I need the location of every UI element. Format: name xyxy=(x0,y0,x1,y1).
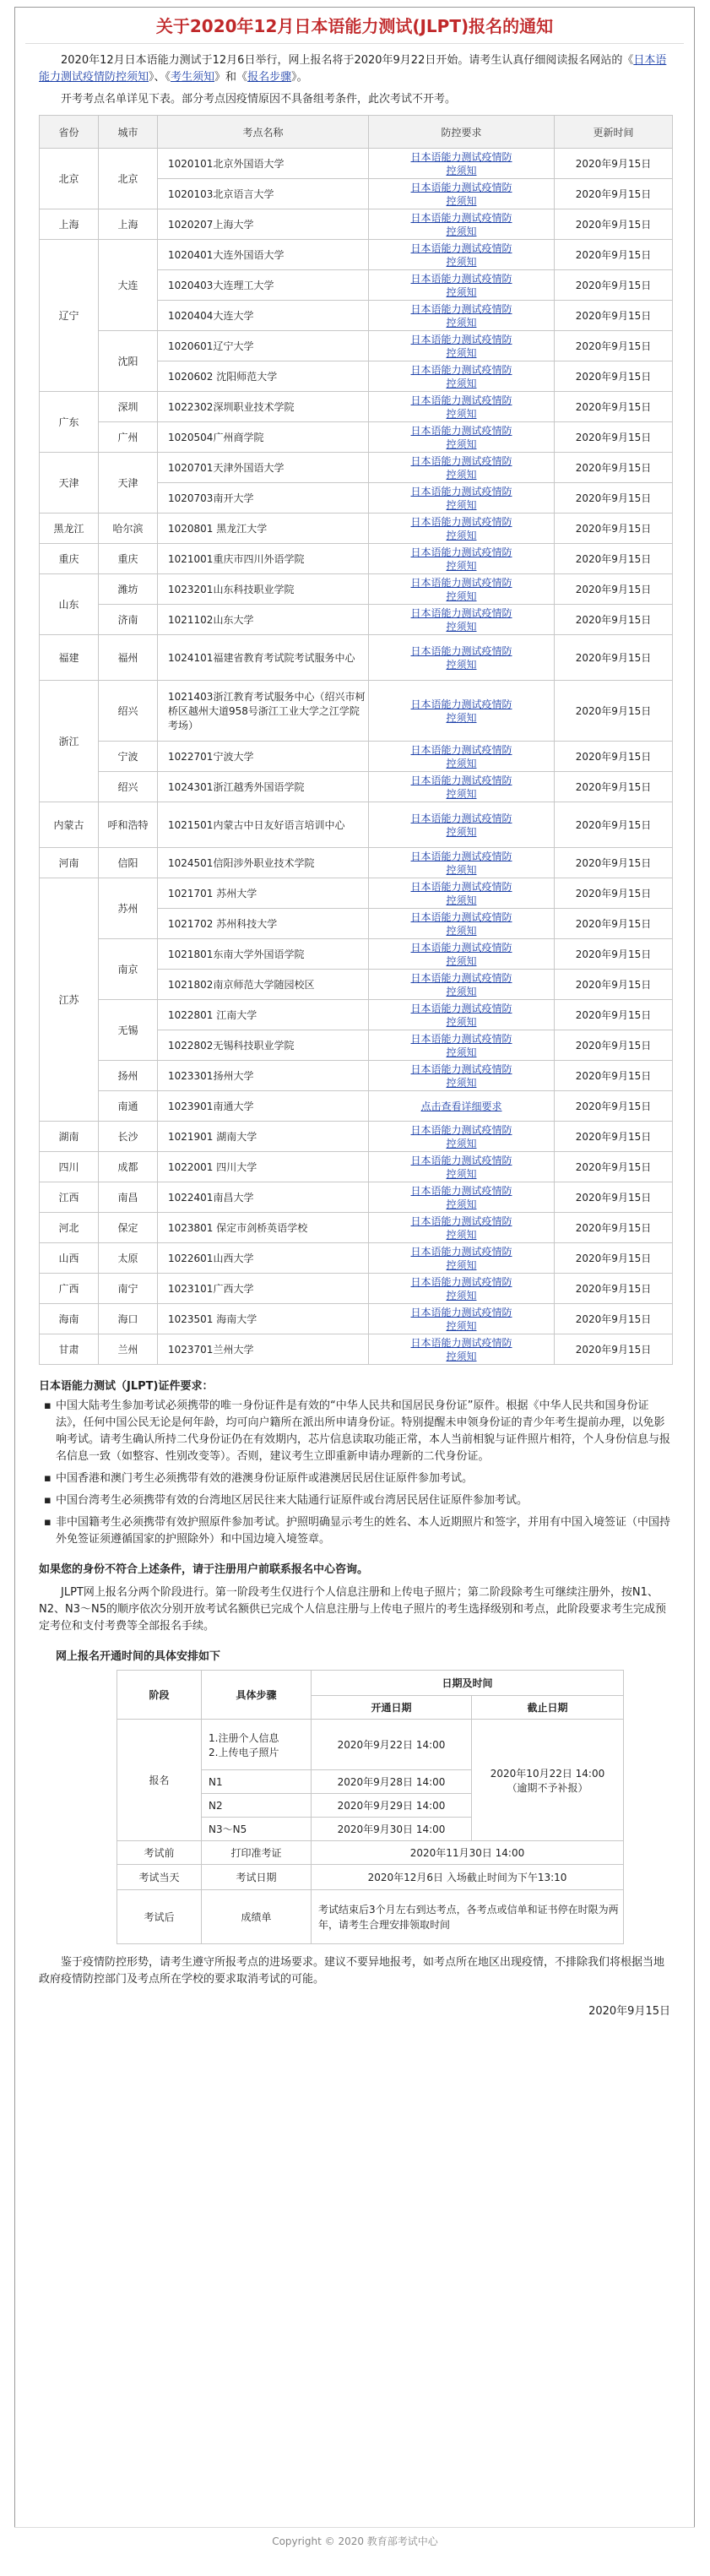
table-row xyxy=(40,331,673,361)
cell-province: 山西 xyxy=(40,1243,99,1274)
cell-requirement xyxy=(369,1274,555,1304)
cell-site: 1020504广州商学院 xyxy=(158,422,369,453)
requirement-link[interactable]: 日本语能力测试疫情防控须知 xyxy=(410,812,512,838)
step-score-report: 成绩单 xyxy=(202,1890,312,1944)
schedule-header-row xyxy=(117,1671,624,1696)
cell-city: 大连 xyxy=(99,240,158,331)
cell-province: 重庆 xyxy=(40,544,99,574)
requirement-link[interactable]: 日本语能力测试疫情防控须知 xyxy=(410,606,512,633)
cell-updated: 2020年9月15日 xyxy=(555,361,673,392)
step-n1: N1 xyxy=(202,1770,312,1794)
cell-city: 重庆 xyxy=(99,544,158,574)
header-updated: 更新时间 xyxy=(555,116,673,149)
cell-updated: 2020年9月15日 xyxy=(555,1334,673,1365)
footer-divider xyxy=(14,2527,695,2528)
cell-requirement xyxy=(369,605,555,635)
table-row xyxy=(40,878,673,909)
cell-updated: 2020年9月15日 xyxy=(555,970,673,1000)
table-row xyxy=(40,848,673,878)
table-row xyxy=(40,605,673,635)
cell-updated: 2020年9月15日 xyxy=(555,848,673,878)
open-date: 2020年9月28日 14:00 xyxy=(312,1770,472,1794)
cell-requirement xyxy=(369,483,555,514)
cell-requirement xyxy=(369,1182,555,1213)
cell-city: 北京 xyxy=(99,149,158,209)
table-header-row xyxy=(40,116,673,149)
cell-updated: 2020年9月15日 xyxy=(555,1030,673,1061)
cell-city: 沈阳 xyxy=(99,331,158,392)
intro-paragraph-2: 开考考点名单详见下表。部分考点因疫情原因不具备组考条件，此次考试不开考。 xyxy=(61,93,457,106)
id-bullet: ▪ 中国香港和澳门考生必须携带有效的港澳身份证原件或港澳居民居住证原件参加考试。 xyxy=(56,1470,670,1487)
cell-city: 广州 xyxy=(99,422,158,453)
cell-site: 1020801 黑龙江大学 xyxy=(158,514,369,544)
requirement-link[interactable]: 日本语能力测试疫情防控须知 xyxy=(410,850,512,876)
header-province: 省份 xyxy=(40,116,99,149)
cell-site: 1022601山西大学 xyxy=(158,1243,369,1274)
requirement-link[interactable]: 日本语能力测试疫情防控须知 xyxy=(410,698,512,724)
cell-city: 呼和浩特 xyxy=(99,802,158,848)
table-row xyxy=(40,681,673,742)
col-datetime: 日期及时间 xyxy=(312,1671,624,1696)
cell-site: 1022302深圳职业技术学院 xyxy=(158,392,369,422)
requirement-link[interactable]: 日本语能力测试疫情防控须知 xyxy=(410,576,512,602)
cell-city: 成都 xyxy=(99,1152,158,1182)
table-row xyxy=(40,1213,673,1243)
requirement-link[interactable]: 日本语能力测试疫情防控须知 xyxy=(410,454,512,481)
cell-requirement xyxy=(369,1091,555,1122)
requirement-link[interactable]: 日本语能力测试疫情防控须知 xyxy=(410,1306,512,1332)
cell-updated: 2020年9月15日 xyxy=(555,422,673,453)
header-site: 考点名称 xyxy=(158,116,369,149)
table-row xyxy=(40,1243,673,1274)
table-body xyxy=(40,149,673,1365)
footer-copyright: Copyright © 2020 教育部考试中心 xyxy=(272,2535,438,2547)
requirement-link[interactable]: 日本语能力测试疫情防控须知 xyxy=(410,971,512,997)
title-divider xyxy=(25,43,684,44)
cell-updated: 2020年9月15日 xyxy=(555,301,673,331)
link-candidate-notice[interactable]: 考生须知 xyxy=(171,71,215,84)
cell-city: 上海 xyxy=(99,209,158,240)
cell-requirement xyxy=(369,514,555,544)
cell-site: 1023901南通大学 xyxy=(158,1091,369,1122)
intro-sep-1: 》、《 xyxy=(149,71,171,84)
table-row xyxy=(40,240,673,270)
cell-site: 1021801东南大学外国语学院 xyxy=(158,939,369,970)
requirement-link[interactable]: 日本语能力测试疫情防控须知 xyxy=(410,150,512,177)
cell-city: 南京 xyxy=(99,939,158,1000)
cell-city: 潍坊 xyxy=(99,574,158,605)
table-row xyxy=(40,802,673,848)
cell-city: 南昌 xyxy=(99,1182,158,1213)
cell-updated: 2020年9月15日 xyxy=(555,483,673,514)
cell-requirement xyxy=(369,301,555,331)
col-steps: 具体步骤 xyxy=(202,1671,312,1720)
cell-site: 1021702 苏州科技大学 xyxy=(158,909,369,939)
close-date: 2020年10月22日 14:00 （逾期不予补报） xyxy=(472,1720,624,1841)
link-registration-steps[interactable]: 报名步骤 xyxy=(247,71,292,84)
cell-site: 1023201山东科技职业学院 xyxy=(158,574,369,605)
intro xyxy=(39,52,670,108)
cell-requirement xyxy=(369,361,555,392)
col-stage: 阶段 xyxy=(117,1671,202,1720)
requirement-link[interactable]: 日本语能力测试疫情防控须知 xyxy=(410,1184,512,1210)
requirement-link[interactable]: 日本语能力测试疫情防控须知 xyxy=(410,1002,512,1028)
cell-updated: 2020年9月15日 xyxy=(555,544,673,574)
cell-requirement xyxy=(369,1152,555,1182)
cell-updated: 2020年9月15日 xyxy=(555,1274,673,1304)
table-row xyxy=(40,514,673,544)
cell-updated: 2020年9月15日 xyxy=(555,1304,673,1334)
table-row xyxy=(40,1304,673,1334)
col-close: 截止日期 xyxy=(472,1696,624,1720)
cell-requirement xyxy=(369,802,555,848)
requirement-link[interactable]: 日本语能力测试疫情防控须知 xyxy=(410,515,512,541)
cell-updated: 2020年9月15日 xyxy=(555,909,673,939)
cell-site: 1020602 沈阳师范大学 xyxy=(158,361,369,392)
table-row xyxy=(40,635,673,681)
cell-city: 信阳 xyxy=(99,848,158,878)
id-bullet: ▪ 中国台湾考生必须携带有效的台湾地区居民往来大陆通行证原件或台湾居民居住证原件参加考试。 xyxy=(56,1492,670,1509)
table-row xyxy=(40,1152,673,1182)
cell-requirement xyxy=(369,1000,555,1030)
cell-city: 无锡 xyxy=(99,1000,158,1061)
cell-requirement xyxy=(369,179,555,209)
cell-city: 宁波 xyxy=(99,742,158,772)
cell-province: 河北 xyxy=(40,1213,99,1243)
cell-updated: 2020年9月15日 xyxy=(555,742,673,772)
cell-requirement xyxy=(369,635,555,681)
cell-requirement xyxy=(369,1122,555,1152)
requirement-link[interactable]: 日本语能力测试疫情防控须知 xyxy=(410,1032,512,1058)
cell-site: 1021102山东大学 xyxy=(158,605,369,635)
cell-site: 1020703南开大学 xyxy=(158,483,369,514)
cell-requirement xyxy=(369,772,555,802)
cell-updated: 2020年9月15日 xyxy=(555,1243,673,1274)
requirement-link[interactable]: 日本语能力测试疫情防控须知 xyxy=(410,546,512,572)
cell-updated: 2020年9月15日 xyxy=(555,1000,673,1030)
cell-requirement xyxy=(369,970,555,1000)
cell-site: 1022801 江南大学 xyxy=(158,1000,369,1030)
cell-province: 福建 xyxy=(40,635,99,681)
cell-site: 1020101北京外国语大学 xyxy=(158,149,369,179)
cell-province: 广西 xyxy=(40,1274,99,1304)
cell-province: 黑龙江 xyxy=(40,514,99,544)
cell-site: 1022001 四川大学 xyxy=(158,1152,369,1182)
cell-city: 长沙 xyxy=(99,1122,158,1152)
cell-province: 甘肃 xyxy=(40,1334,99,1365)
requirement-link[interactable]: 日本语能力测试疫情防控须知 xyxy=(410,363,512,389)
step-register: 1.注册个人信息 2.上传电子照片 xyxy=(202,1720,312,1770)
cell-site: 1020401大连外国语大学 xyxy=(158,240,369,270)
cell-updated: 2020年9月15日 xyxy=(555,179,673,209)
requirement-link[interactable]: 日本语能力测试疫情防控须知 xyxy=(410,272,512,298)
intro-sep-2: 》和《 xyxy=(214,71,248,84)
cell-updated: 2020年9月15日 xyxy=(555,1152,673,1182)
cell-updated: 2020年9月15日 xyxy=(555,240,673,270)
cell-site: 1022701宁波大学 xyxy=(158,742,369,772)
cell-province: 北京 xyxy=(40,149,99,209)
cell-updated: 2020年9月15日 xyxy=(555,392,673,422)
exam-sites-table xyxy=(39,115,673,1365)
cell-updated: 2020年9月15日 xyxy=(555,331,673,361)
cell-site: 1021701 苏州大学 xyxy=(158,878,369,909)
cell-updated: 2020年9月15日 xyxy=(555,514,673,544)
registration-stages-text: JLPT网上报名分两个阶段进行。第一阶段考生仅进行个人信息注册和上传电子照片；第二阶段除考生可继续注册外，按N1、N2、N3～N5的顺序依次分别开放考试名额供已完成个人信息注册与上传电子照片的考生选择级别和考点，此阶段要求考生完成预定考位和支付考费等全部报名手续。 xyxy=(39,1586,666,1633)
cell-updated: 2020年9月15日 xyxy=(555,1122,673,1152)
cell-updated: 2020年9月15日 xyxy=(555,1061,673,1091)
cell-requirement xyxy=(369,909,555,939)
cell-updated: 2020年9月15日 xyxy=(555,878,673,909)
cell-updated: 2020年9月15日 xyxy=(555,772,673,802)
cell-city: 哈尔滨 xyxy=(99,514,158,544)
closing-paragraph: 鉴于疫情防控形势，请考生遵守所报考点的进场要求。建议不要异地报考，如考点所在地区出现疫情，不排除我们将根据当地政府疫情防控部门及考点所在学校的要求取消考试的可能。 xyxy=(39,1956,665,1986)
requirement-link[interactable]: 日本语能力测试疫情防控须知 xyxy=(410,910,512,937)
cell-updated: 2020年9月15日 xyxy=(555,802,673,848)
requirement-link[interactable]: 日本语能力测试疫情防控须知 xyxy=(410,774,512,800)
cell-requirement xyxy=(369,1030,555,1061)
cell-province: 内蒙古 xyxy=(40,802,99,848)
cell-updated: 2020年9月15日 xyxy=(555,574,673,605)
cell-province: 浙江 xyxy=(40,681,99,802)
requirement-link[interactable]: 日本语能力测试疫情防控须知 xyxy=(410,644,512,671)
cell-city: 福州 xyxy=(99,635,158,681)
cell-province: 湖南 xyxy=(40,1122,99,1152)
table-row xyxy=(40,453,673,483)
schedule-table xyxy=(117,1670,624,1944)
score-report-text: 考试结束后3个月左右到达考点，各考点或信单和证书停在时限为两年，请考生合理安排领取时间 xyxy=(312,1890,624,1944)
cell-city: 绍兴 xyxy=(99,772,158,802)
stage-before-exam: 考试前 xyxy=(117,1841,202,1865)
stage-registration: 报名 xyxy=(117,1720,202,1841)
cell-requirement xyxy=(369,681,555,742)
cell-site: 1021901 湖南大学 xyxy=(158,1122,369,1152)
table-row xyxy=(40,1334,673,1365)
step-n3-n5: N3～N5 xyxy=(202,1818,312,1841)
cell-site: 1020103北京语言大学 xyxy=(158,179,369,209)
cell-updated: 2020年9月15日 xyxy=(555,1182,673,1213)
page-title: 关于2020年12月日本语能力测试(JLPT)报名的通知 xyxy=(155,16,554,36)
table-row xyxy=(40,1000,673,1030)
open-date: 2020年9月29日 14:00 xyxy=(312,1794,472,1818)
schedule-row xyxy=(117,1865,624,1890)
cell-site: 1020404大连大学 xyxy=(158,301,369,331)
table-row xyxy=(40,939,673,970)
sign-date: 2020年9月15日 xyxy=(588,2005,670,2018)
requirement-link[interactable]: 日本语能力测试疫情防控须知 xyxy=(410,333,512,359)
col-open: 开通日期 xyxy=(312,1696,472,1720)
requirement-link[interactable]: 日本语能力测试疫情防控须知 xyxy=(410,394,512,420)
cell-site: 1023701兰州大学 xyxy=(158,1334,369,1365)
table-row xyxy=(40,1061,673,1091)
requirement-link[interactable]: 日本语能力测试疫情防控须知 xyxy=(410,1062,512,1089)
requirement-link[interactable]: 日本语能力测试疫情防控须知 xyxy=(410,1336,512,1362)
cell-updated: 2020年9月15日 xyxy=(555,149,673,179)
table-row xyxy=(40,574,673,605)
requirement-link[interactable]: 点击查看详细要求 xyxy=(420,1100,502,1112)
cell-updated: 2020年9月15日 xyxy=(555,1213,673,1243)
cell-requirement xyxy=(369,240,555,270)
cell-updated: 2020年9月15日 xyxy=(555,939,673,970)
requirement-link[interactable]: 日本语能力测试疫情防控须知 xyxy=(410,302,512,329)
cell-province: 天津 xyxy=(40,453,99,514)
cell-city: 海口 xyxy=(99,1304,158,1334)
requirement-link[interactable]: 日本语能力测试疫情防控须知 xyxy=(410,880,512,906)
cell-requirement xyxy=(369,939,555,970)
cell-updated: 2020年9月15日 xyxy=(555,605,673,635)
cell-site: 1022802无锡科技职业学院 xyxy=(158,1030,369,1061)
cell-city: 南宁 xyxy=(99,1274,158,1304)
table-row xyxy=(40,1122,673,1152)
cell-requirement xyxy=(369,392,555,422)
cell-site: 1023101广西大学 xyxy=(158,1274,369,1304)
requirement-link[interactable]: 日本语能力测试疫情防控须知 xyxy=(410,1215,512,1241)
cell-site: 1023501 海南大学 xyxy=(158,1304,369,1334)
cell-requirement xyxy=(369,453,555,483)
cell-requirement xyxy=(369,331,555,361)
table-row xyxy=(40,392,673,422)
cell-city: 太原 xyxy=(99,1243,158,1274)
cell-requirement xyxy=(369,149,555,179)
intro-end: 》。 xyxy=(291,71,308,84)
cell-requirement xyxy=(369,1334,555,1365)
cell-site: 1020207上海大学 xyxy=(158,209,369,240)
table-row xyxy=(40,209,673,240)
cell-province: 辽宁 xyxy=(40,240,99,392)
cell-province: 海南 xyxy=(40,1304,99,1334)
cell-requirement xyxy=(369,1243,555,1274)
cell-city: 保定 xyxy=(99,1213,158,1243)
cell-requirement xyxy=(369,270,555,301)
open-date: 2020年9月22日 14:00 xyxy=(312,1720,472,1770)
exam-time: 2020年12月6日 入场截止时间为下午13:10 xyxy=(312,1865,624,1890)
cell-requirement xyxy=(369,209,555,240)
stage-after-exam: 考试后 xyxy=(117,1890,202,1944)
cell-province: 江苏 xyxy=(40,878,99,1122)
cell-requirement xyxy=(369,1304,555,1334)
link-epidemic-notice[interactable]: 日本语能力测试疫情防控须知 xyxy=(39,54,667,84)
cell-city: 深圳 xyxy=(99,392,158,422)
cell-city: 扬州 xyxy=(99,1061,158,1091)
cell-site: 1021802南京师范大学随园校区 xyxy=(158,970,369,1000)
cell-requirement xyxy=(369,742,555,772)
announcement-article xyxy=(14,7,695,2528)
id-note: 如果您的身份不符合上述条件，请于注册用户前联系报名中心咨询。 xyxy=(39,1563,369,1576)
requirement-link[interactable]: 日本语能力测试疫情防控须知 xyxy=(410,1275,512,1302)
requirement-link[interactable]: 日本语能力测试疫情防控须知 xyxy=(410,485,512,511)
cell-city: 南通 xyxy=(99,1091,158,1122)
cell-site: 1022401南昌大学 xyxy=(158,1182,369,1213)
id-requirements-heading: 日本语能力测试（JLPT)证件要求： xyxy=(39,1380,214,1393)
cell-city: 兰州 xyxy=(99,1334,158,1365)
step-exam-date: 考试日期 xyxy=(202,1865,312,1890)
cell-requirement xyxy=(369,848,555,878)
cell-city: 济南 xyxy=(99,605,158,635)
ticket-time: 2020年11月30日 14:00 xyxy=(312,1841,624,1865)
table-row xyxy=(40,772,673,802)
cell-updated: 2020年9月15日 xyxy=(555,681,673,742)
requirement-link[interactable]: 日本语能力测试疫情防控须知 xyxy=(410,743,512,769)
requirement-link[interactable]: 日本语能力测试疫情防控须知 xyxy=(410,941,512,967)
table-row xyxy=(40,422,673,453)
requirement-link[interactable]: 日本语能力测试疫情防控须知 xyxy=(410,1245,512,1271)
cell-province: 江西 xyxy=(40,1182,99,1213)
table-row xyxy=(40,149,673,179)
schedule-row xyxy=(117,1841,624,1865)
cell-city: 苏州 xyxy=(99,878,158,939)
cell-requirement xyxy=(369,1213,555,1243)
id-bullet: ▪ 非中国籍考生必须携带有效护照原件参加考试。护照明确显示考生的姓名、本人近期照片和签字，并用有中国入境签证（中国持外免签证须遵循国家的护照除外）和中国边境入境签章。 xyxy=(56,1514,670,1548)
intro-paragraph-1 xyxy=(39,52,670,86)
cell-updated: 2020年9月15日 xyxy=(555,635,673,681)
requirement-link[interactable]: 日本语能力测试疫情防控须知 xyxy=(410,424,512,450)
cell-city: 绍兴 xyxy=(99,681,158,742)
requirement-link[interactable]: 日本语能力测试疫情防控须知 xyxy=(410,242,512,268)
cell-updated: 2020年9月15日 xyxy=(555,453,673,483)
cell-province: 四川 xyxy=(40,1152,99,1182)
cell-site: 1024501信阳涉外职业技术学院 xyxy=(158,848,369,878)
cell-site: 1023801 保定市剑桥英语学校 xyxy=(158,1213,369,1243)
schedule-row xyxy=(117,1720,624,1770)
header-city: 城市 xyxy=(99,116,158,149)
cell-requirement xyxy=(369,1061,555,1091)
requirement-link[interactable]: 日本语能力测试疫情防控须知 xyxy=(410,1154,512,1180)
requirement-link[interactable]: 日本语能力测试疫情防控须知 xyxy=(410,211,512,237)
open-date: 2020年9月30日 14:00 xyxy=(312,1818,472,1841)
table-row xyxy=(40,544,673,574)
requirement-link[interactable]: 日本语能力测试疫情防控须知 xyxy=(410,1123,512,1149)
table-row xyxy=(40,1182,673,1213)
cell-site: 1021001重庆市四川外语学院 xyxy=(158,544,369,574)
cell-updated: 2020年9月15日 xyxy=(555,1091,673,1122)
table-row xyxy=(40,1091,673,1122)
cell-site: 1021501内蒙古中日友好语言培训中心 xyxy=(158,802,369,848)
stage-exam-day: 考试当天 xyxy=(117,1865,202,1890)
table-row xyxy=(40,742,673,772)
step-print-ticket: 打印准考证 xyxy=(202,1841,312,1865)
schedule-heading: 网上报名开通时间的具体安排如下 xyxy=(56,1650,221,1663)
cell-site: 1024101福建省教育考试院考试服务中心 xyxy=(158,635,369,681)
cell-province: 山东 xyxy=(40,574,99,635)
cell-site: 1020601辽宁大学 xyxy=(158,331,369,361)
step-n2: N2 xyxy=(202,1794,312,1818)
cell-site: 1020403大连理工大学 xyxy=(158,270,369,301)
header-requirement: 防控要求 xyxy=(369,116,555,149)
cell-updated: 2020年9月15日 xyxy=(555,209,673,240)
cell-province: 上海 xyxy=(40,209,99,240)
cell-province: 河南 xyxy=(40,848,99,878)
cell-site: 1023301扬州大学 xyxy=(158,1061,369,1091)
intro-text: 2020年12月日本语能力测试于12月6日举行，网上报名将于2020年9月22日开始。请考生认真仔细阅读报名网站的《 xyxy=(61,54,634,67)
table-row xyxy=(40,1274,673,1304)
cell-requirement xyxy=(369,422,555,453)
cell-requirement xyxy=(369,878,555,909)
schedule-row xyxy=(117,1890,624,1944)
cell-requirement xyxy=(369,544,555,574)
cell-requirement xyxy=(369,574,555,605)
requirement-link[interactable]: 日本语能力测试疫情防控须知 xyxy=(410,181,512,207)
cell-city: 天津 xyxy=(99,453,158,514)
id-bullet: ▪ 中国大陆考生参加考试必须携带的唯一身份证件是有效的“中华人民共和国居民身份证”原件。根据《中华人民共和国身份证法》，任何中国公民无论是何年龄，均可向户籍所在派出所申请身份证。特别提醒未申领身份证的青少年考生提前办理，以免影响考试。请考生确认所持二代身份证仍在有效期内，芯片信息读取功能正常，本人当前相貌与证件照片相符，个人身份信息与报名信息一致（如整容、性别改变等）。否则，建议考生立即重新申请办理新的二代身份证。 xyxy=(56,1398,670,1465)
cell-site: 1020701天津外国语大学 xyxy=(158,453,369,483)
cell-site: 1024301浙江越秀外国语学院 xyxy=(158,772,369,802)
cell-province: 广东 xyxy=(40,392,99,453)
cell-site: 1021403浙江教育考试服务中心（绍兴市柯桥区越州大道958号浙江工业大学之江学院考场） xyxy=(158,681,369,742)
cell-updated: 2020年9月15日 xyxy=(555,270,673,301)
